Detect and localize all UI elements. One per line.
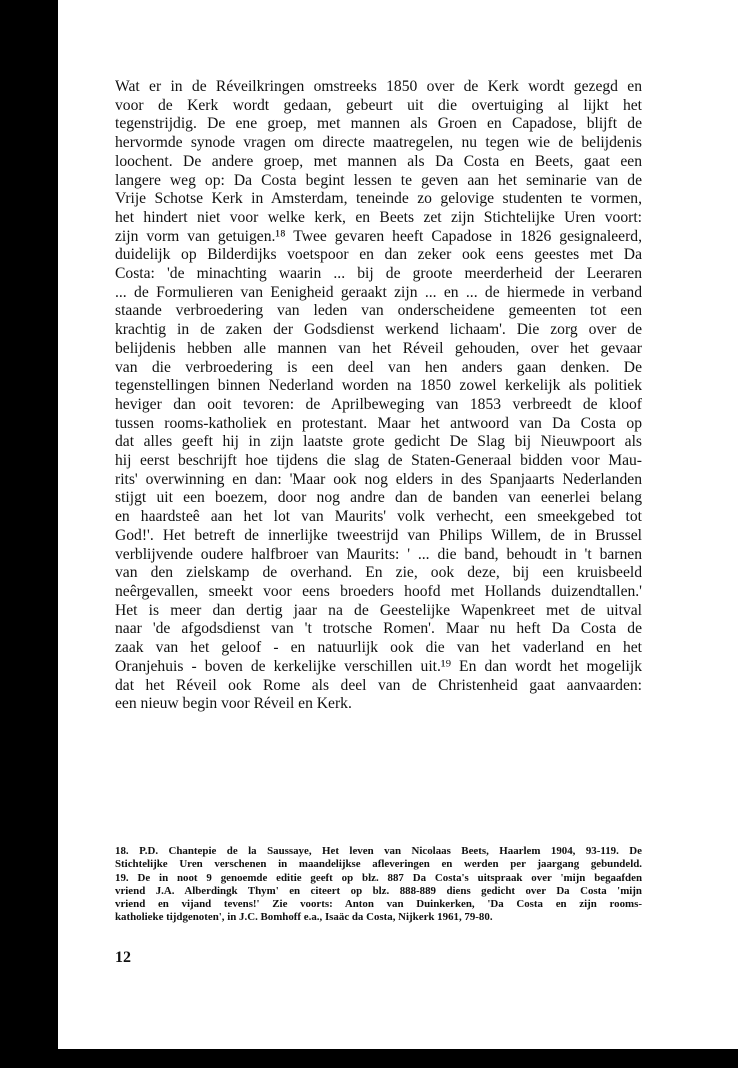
body-line: Vrije Schotse Kerk in Amsterdam, teneinde zo gelovige studenten te vormen, (115, 190, 642, 208)
body-line: Oranjehuis - boven de kerkelijke verschillen uit.¹⁹ En dan wordt het mogelijk (115, 657, 642, 675)
body-line: van die verbroedering is een deel van hen anders gaan denken. De (115, 358, 642, 376)
body-line: verblijvende oudere halfbroer van Maurits: ' ... die band, behoudt in 't barnen (115, 545, 642, 563)
body-line: dat het Réveil ook Rome als deel van de Christenheid gaat aanvaarden: (115, 676, 642, 694)
body-line: tegenstrijdig. De ene groep, met mannen als Groen en Capadose, blijft de (115, 115, 642, 133)
footnotes (115, 845, 642, 925)
footnote-line: Stichtelijke Uren verschenen in maandelijkse afleveringen en werden per jaargang gebundeld. (115, 858, 642, 871)
body-line: zaak van het geloof - en natuurlijk ook die van het vaderland en het (115, 639, 642, 657)
footnote-line: vriend en vijand tevens!' Zie voorts: Anton van Duinkerken, 'Da Costa en zijn rooms- (115, 898, 642, 911)
scan-border-left (0, 0, 58, 1068)
body-line: ... de Formulieren van Eenigheid geraakt zijn ... en ... de hiermede in verband (115, 283, 642, 301)
body-line: zijn vorm van getuigen.¹⁸ Twee gevaren heeft Capadose in 1826 gesignaleerd, (115, 227, 642, 245)
footnote-line: vriend J.A. Alberdingk Thym' en citeert op blz. 888-889 diens gedicht over Da Costa 'mijn (115, 884, 642, 897)
body-line: tussen rooms-katholiek en protestant. Maar het antwoord van Da Costa op (115, 414, 642, 432)
body-line: een nieuw begin voor Réveil en Kerk. (115, 695, 352, 713)
body-line: staande verbroedering van leden van onderscheidene gemeenten tot een (115, 302, 642, 320)
body-line: Costa: 'de minachting waarin ... bij de groote meerderheid der Leeraren (115, 265, 642, 283)
footnote-line: 19. De in noot 9 genoemde editie geeft op blz. 887 Da Costa's uitspraak over 'mijn begaafden (115, 871, 642, 884)
body-line: Het is meer dan dertig jaar na de Geestelijke Wapenkreet met de uitval (115, 601, 642, 619)
page-number: 12 (115, 949, 131, 966)
body-line: Wat er in de Réveilkringen omstreeks 1850 over de Kerk wordt gezegd en (115, 78, 642, 95)
scan-border-bottom (0, 1049, 738, 1068)
body-line: hervormde synode vragen om directe maatregelen, nu tegen wie de belijdenis (115, 134, 642, 152)
body-line: stijgt uit een boezem, door nog andre dan de banden van eenerlei belang (115, 489, 642, 507)
body-line: God!'. Het betreft de innerlijke tweestrijd van Philips Willem, de in Brussel (115, 526, 642, 544)
body-line: dat alles geeft hij in zijn laatste grote gedicht De Slag bij Nieuwpoort als (115, 433, 642, 451)
body-line: belijdenis hebben alle mannen van het Réveil gehouden, over het gevaar (115, 339, 642, 357)
body-line: het hindert niet voor welke kerk, en Beets zet zijn Stichtelijke Uren voort: (115, 208, 642, 226)
footnote-line: katholieke tijdgenoten', in J.C. Bomhoff e.a., Isaäc da Costa, Nijkerk 1961, 79-80. (115, 911, 493, 924)
body-line: heviger dan ooit tevoren: de Aprilbeweging van 1853 verbreedt de kloof (115, 395, 642, 413)
body-line: krachtig in de zaken der Godsdienst werkend lichaam'. Die zorg over de (115, 321, 642, 339)
body-line: voor de Kerk wordt gedaan, gebeurt uit die overtuiging al lijkt het (115, 96, 642, 114)
body-line: hij eerst beschrijft hoe tijdens die slag de Staten-Generaal bidden voor Mau- (115, 452, 642, 470)
body-line: langere weg op: Da Costa begint lessen te geven aan het seminarie van de (115, 171, 642, 189)
body-line: rits' overwinning en dan: 'Maar ook nog elders in des Spanjaarts Nederlanden (115, 470, 642, 488)
footnote-line: 18. P.D. Chantepie de la Saussaye, Het leven van Nicolaas Beets, Haarlem 1904, 93-119. De (115, 845, 642, 857)
body-line: duidelijk op Bilderdijks voetspoor en dan zeker ook eens geestes met Da (115, 246, 642, 264)
body-line: tegenstellingen binnen Nederland worden na 1850 zowel kerkelijk als politiek (115, 377, 642, 395)
body-line: naar 'de afgodsdienst van 't trotsche Romen'. Maar nu heft Da Costa de (115, 620, 642, 638)
body-line: neêrgevallen, smeekt voor eens broeders hoofd met Hollands duizendtallen.' (115, 582, 642, 600)
body-line: en haardsteê aan het lot van Maurits' volk verhecht, een smeekgebed tot (115, 508, 642, 526)
body-line: loochent. De andere groep, met mannen als Da Costa en Beets, gaat een (115, 152, 642, 170)
body-line: van den zielskamp de overhand. En zie, ook deze, bij een kruisbeeld (115, 564, 642, 582)
body-text (115, 78, 642, 714)
